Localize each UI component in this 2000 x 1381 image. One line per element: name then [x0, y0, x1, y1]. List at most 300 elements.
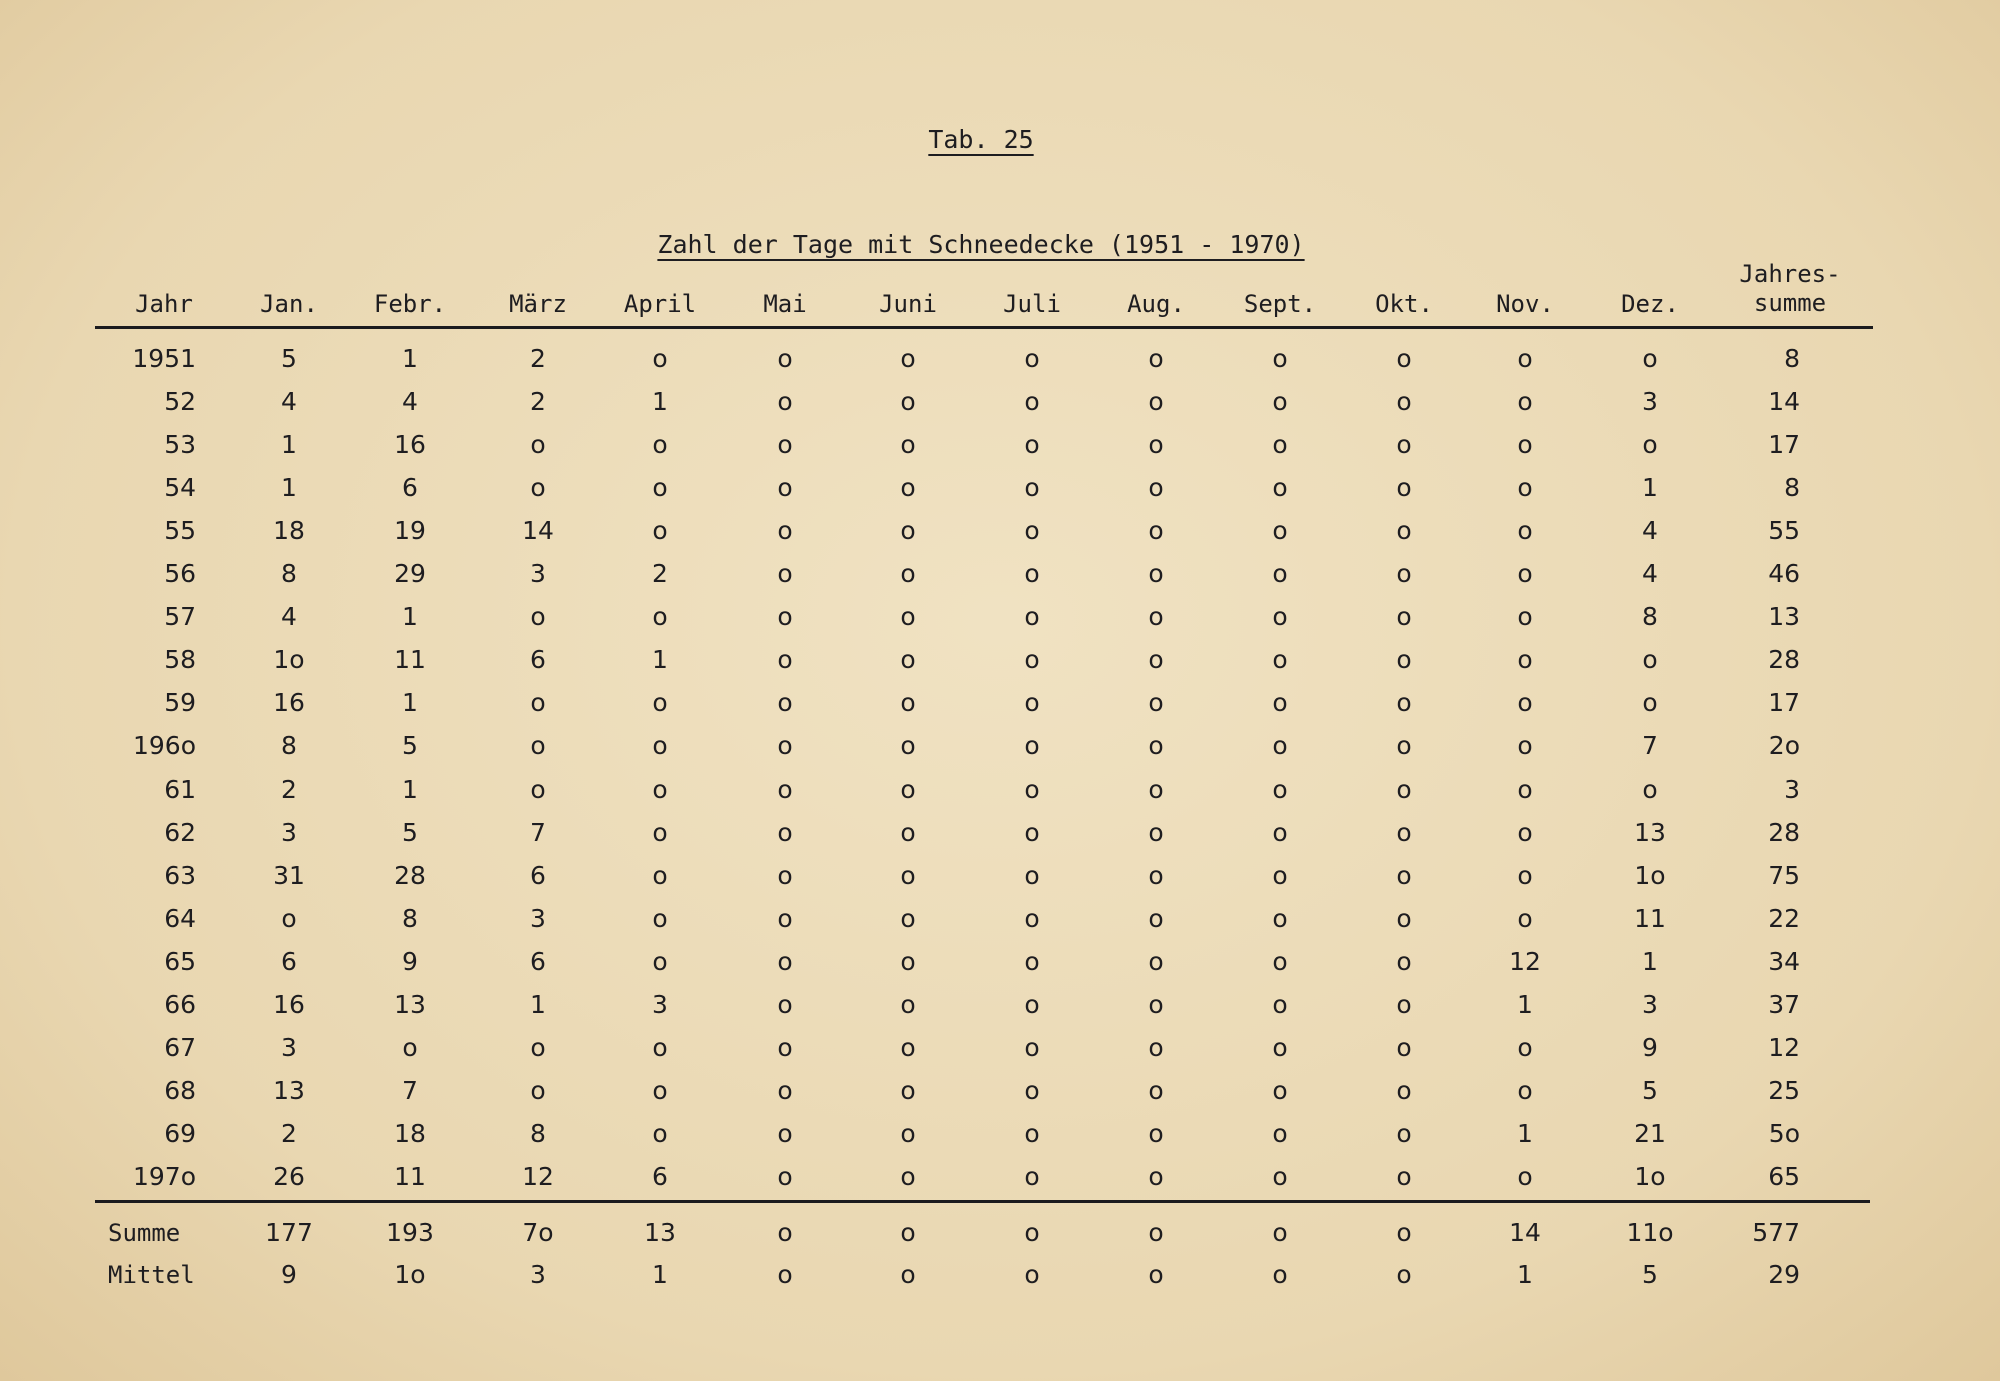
- table-cell: o: [1148, 990, 1164, 1019]
- table-cell: 17: [1768, 430, 1800, 459]
- table-cell: o: [1272, 775, 1288, 804]
- table-cell: o: [1396, 688, 1412, 717]
- table-cell: o: [1024, 947, 1040, 976]
- table-cell: 28: [1768, 645, 1800, 674]
- table-cell: o: [777, 861, 793, 890]
- table-cell: o: [777, 430, 793, 459]
- table-cell: 5: [402, 818, 418, 847]
- table-cell: o: [900, 818, 916, 847]
- column-header-11: Nov.: [1496, 290, 1554, 318]
- table-cell: 5: [281, 344, 297, 373]
- table-cell: o: [1517, 645, 1533, 674]
- table-cell: o: [1272, 1162, 1288, 1191]
- table-cell: 2: [281, 1119, 297, 1148]
- summary-label: Mittel: [108, 1261, 195, 1289]
- table-cell: 1: [530, 990, 546, 1019]
- table-cell: 2: [530, 344, 546, 373]
- table-cell: 3: [281, 818, 297, 847]
- summary-cell: 1o: [394, 1260, 426, 1289]
- column-header-5: Mai: [763, 290, 807, 318]
- summary-rule: [95, 1200, 1870, 1203]
- table-cell: o: [1024, 990, 1040, 1019]
- table-cell: 6: [652, 1162, 668, 1191]
- table-cell: 13: [1768, 602, 1800, 631]
- table-cell: o: [1272, 861, 1288, 890]
- table-cell: o: [777, 990, 793, 1019]
- table-cell: 5o: [1768, 1119, 1800, 1148]
- table-cell: 12: [1509, 947, 1541, 976]
- table-cell: o: [652, 344, 668, 373]
- summary-cell: o: [1148, 1218, 1164, 1247]
- table-cell: o: [1272, 990, 1288, 1019]
- table-cell: 9: [1642, 1033, 1658, 1062]
- table-cell: o: [1148, 688, 1164, 717]
- table-cell: o: [652, 1076, 668, 1105]
- table-cell: o: [1396, 559, 1412, 588]
- table-cell: 21: [1634, 1119, 1666, 1148]
- table-cell: o: [1272, 947, 1288, 976]
- table-cell: 1: [1642, 473, 1658, 502]
- table-cell: o: [1517, 861, 1533, 890]
- table-cell: 3: [281, 1033, 297, 1062]
- table-cell: 34: [1768, 947, 1800, 976]
- column-header-10: Okt.: [1375, 290, 1433, 318]
- row-year: 66: [164, 990, 196, 1019]
- table-cell: 1: [1517, 1119, 1533, 1148]
- table-cell: o: [1396, 1162, 1412, 1191]
- column-header-0: Jahr: [135, 290, 193, 318]
- table-cell: o: [900, 1033, 916, 1062]
- table-cell: o: [1272, 344, 1288, 373]
- table-cell: o: [1272, 387, 1288, 416]
- table-cell: o: [1272, 731, 1288, 760]
- table-cell: o: [1517, 1033, 1533, 1062]
- table-cell: o: [1272, 818, 1288, 847]
- table-cell: o: [1024, 516, 1040, 545]
- table-cell: o: [652, 775, 668, 804]
- table-cell: o: [1148, 559, 1164, 588]
- table-cell: o: [777, 1076, 793, 1105]
- summary-cell: 29: [1768, 1260, 1800, 1289]
- summary-cell: 14: [1509, 1218, 1541, 1247]
- table-cell: 8: [402, 904, 418, 933]
- row-year: 55: [164, 516, 196, 545]
- table-cell: o: [1517, 344, 1533, 373]
- table-cell: o: [1024, 430, 1040, 459]
- table-cell: o: [1517, 473, 1533, 502]
- table-cell: 75: [1768, 861, 1800, 890]
- summary-cell: 13: [644, 1218, 676, 1247]
- table-cell: 25: [1768, 1076, 1800, 1105]
- table-cell: o: [1396, 947, 1412, 976]
- table-cell: 1: [652, 645, 668, 674]
- summary-cell: o: [1272, 1218, 1288, 1247]
- column-header-13: Jahres- summe: [1739, 260, 1841, 317]
- table-cell: o: [530, 1076, 546, 1105]
- table-cell: o: [1024, 731, 1040, 760]
- table-cell: o: [1024, 688, 1040, 717]
- table-cell: 4: [402, 387, 418, 416]
- table-cell: 4: [1642, 516, 1658, 545]
- summary-cell: 3: [530, 1260, 546, 1289]
- row-year: 59: [164, 688, 196, 717]
- row-year: 65: [164, 947, 196, 976]
- table-cell: o: [530, 602, 546, 631]
- table-cell: 8: [281, 731, 297, 760]
- table-cell: 3: [1784, 775, 1800, 804]
- table-cell: o: [652, 947, 668, 976]
- table-cell: o: [900, 1076, 916, 1105]
- table-cell: 3: [652, 990, 668, 1019]
- table-cell: o: [1024, 861, 1040, 890]
- table-cell: o: [900, 861, 916, 890]
- table-cell: o: [652, 430, 668, 459]
- table-cell: o: [1148, 473, 1164, 502]
- table-cell: 11: [394, 1162, 426, 1191]
- row-year: 67: [164, 1033, 196, 1062]
- table-cell: o: [1148, 904, 1164, 933]
- table-cell: o: [1396, 1033, 1412, 1062]
- table-cell: 7: [530, 818, 546, 847]
- column-header-8: Aug.: [1127, 290, 1185, 318]
- table-cell: o: [1396, 602, 1412, 631]
- table-cell: o: [652, 1119, 668, 1148]
- table-cell: 6: [281, 947, 297, 976]
- table-cell: o: [530, 473, 546, 502]
- table-cell: o: [1024, 1162, 1040, 1191]
- table-cell: 13: [1634, 818, 1666, 847]
- table-cell: o: [1642, 775, 1658, 804]
- table-cell: o: [1272, 602, 1288, 631]
- table-cell: o: [1272, 1076, 1288, 1105]
- table-cell: o: [652, 602, 668, 631]
- table-cell: 31: [273, 861, 305, 890]
- table-cell: o: [1396, 731, 1412, 760]
- summary-cell: o: [1396, 1218, 1412, 1247]
- row-year: 53: [164, 430, 196, 459]
- table-cell: o: [652, 818, 668, 847]
- summary-cell: 1: [652, 1260, 668, 1289]
- table-cell: o: [777, 947, 793, 976]
- table-cell: o: [777, 688, 793, 717]
- table-cell: 6: [402, 473, 418, 502]
- row-year: 68: [164, 1076, 196, 1105]
- table-cell: 3: [1642, 387, 1658, 416]
- table-cell: o: [1148, 344, 1164, 373]
- table-cell: o: [1024, 559, 1040, 588]
- table-cell: 28: [1768, 818, 1800, 847]
- column-header-3: März: [509, 290, 567, 318]
- row-year: 197o: [132, 1162, 196, 1191]
- table-cell: o: [1272, 516, 1288, 545]
- table-cell: o: [900, 775, 916, 804]
- table-cell: o: [1517, 1162, 1533, 1191]
- table-cell: o: [1272, 1119, 1288, 1148]
- table-cell: 7: [402, 1076, 418, 1105]
- table-cell: 3: [530, 904, 546, 933]
- table-cell: o: [777, 387, 793, 416]
- table-cell: 26: [273, 1162, 305, 1191]
- table-cell: 18: [273, 516, 305, 545]
- table-cell: o: [1272, 559, 1288, 588]
- table-cell: o: [1272, 430, 1288, 459]
- table-cell: 5: [402, 731, 418, 760]
- table-cell: 2: [652, 559, 668, 588]
- table-cell: 14: [1768, 387, 1800, 416]
- table-cell: 28: [394, 861, 426, 890]
- table-cell: 1: [402, 688, 418, 717]
- table-cell: 6: [530, 645, 546, 674]
- table-cell: o: [1396, 818, 1412, 847]
- table-cell: 1o: [273, 645, 305, 674]
- table-cell: o: [1396, 904, 1412, 933]
- table-cell: o: [652, 688, 668, 717]
- table-cell: 1o: [1634, 1162, 1666, 1191]
- table-cell: o: [1396, 516, 1412, 545]
- table-cell: 46: [1768, 559, 1800, 588]
- table-cell: 11: [1634, 904, 1666, 933]
- table-cell: o: [1642, 430, 1658, 459]
- table-cell: o: [1517, 688, 1533, 717]
- table-cell: o: [900, 947, 916, 976]
- table-cell: o: [900, 1119, 916, 1148]
- table-cell: o: [652, 904, 668, 933]
- table-cell: 18: [394, 1119, 426, 1148]
- table-cell: o: [1148, 818, 1164, 847]
- table-cell: o: [1396, 645, 1412, 674]
- table-cell: o: [652, 516, 668, 545]
- table-cell: o: [530, 775, 546, 804]
- table-cell: 19: [394, 516, 426, 545]
- table-cell: o: [530, 688, 546, 717]
- summary-cell: o: [1024, 1260, 1040, 1289]
- row-year: 1951: [132, 344, 196, 373]
- row-year: 61: [164, 775, 196, 804]
- table-cell: 1o: [1634, 861, 1666, 890]
- table-cell: o: [530, 731, 546, 760]
- table-cell: o: [1024, 818, 1040, 847]
- table-cell: 8: [1784, 473, 1800, 502]
- table-cell: o: [1396, 344, 1412, 373]
- table-cell: o: [402, 1033, 418, 1062]
- table-cell: o: [1024, 1033, 1040, 1062]
- table-cell: 37: [1768, 990, 1800, 1019]
- table-cell: o: [777, 559, 793, 588]
- summary-cell: 7o: [522, 1218, 554, 1247]
- table-cell: o: [1396, 473, 1412, 502]
- table-cell: o: [900, 344, 916, 373]
- table-cell: o: [1024, 904, 1040, 933]
- table-cell: o: [652, 731, 668, 760]
- table-cell: o: [1517, 430, 1533, 459]
- column-header-4: April: [623, 290, 697, 318]
- table-cell: 1: [281, 473, 297, 502]
- table-cell: 8: [281, 559, 297, 588]
- table-cell: 7: [1642, 731, 1658, 760]
- table-cell: 6: [530, 861, 546, 890]
- table-cell: o: [1517, 559, 1533, 588]
- table-cell: o: [1024, 1076, 1040, 1105]
- table-cell: o: [1148, 1162, 1164, 1191]
- summary-cell: 1: [1517, 1260, 1533, 1289]
- table-cell: o: [1148, 861, 1164, 890]
- table-cell: o: [1272, 688, 1288, 717]
- table-cell: o: [900, 645, 916, 674]
- table-cell: o: [777, 473, 793, 502]
- table-cell: o: [652, 1033, 668, 1062]
- table-cell: 3: [530, 559, 546, 588]
- table-cell: 8: [1642, 602, 1658, 631]
- table-cell: o: [1396, 861, 1412, 890]
- table-cell: o: [900, 559, 916, 588]
- row-year: 69: [164, 1119, 196, 1148]
- table-cell: o: [1517, 387, 1533, 416]
- row-year: 56: [164, 559, 196, 588]
- table-cell: o: [1272, 904, 1288, 933]
- table-cell: o: [1148, 602, 1164, 631]
- table-cell: 14: [522, 516, 554, 545]
- table-cell: o: [1024, 775, 1040, 804]
- table-cell: o: [1024, 645, 1040, 674]
- table-cell: o: [652, 861, 668, 890]
- table-cell: 2: [530, 387, 546, 416]
- table-cell: o: [530, 1033, 546, 1062]
- summary-cell: o: [1396, 1260, 1412, 1289]
- table-cell: o: [1272, 1033, 1288, 1062]
- summary-cell: o: [1148, 1260, 1164, 1289]
- table-cell: o: [1024, 344, 1040, 373]
- table-cell: 16: [394, 430, 426, 459]
- table-cell: 13: [273, 1076, 305, 1105]
- table-cell: o: [777, 1119, 793, 1148]
- table-cell: 11: [394, 645, 426, 674]
- table-cell: o: [777, 1033, 793, 1062]
- table-cell: 1: [402, 775, 418, 804]
- summary-cell: o: [1272, 1260, 1288, 1289]
- table-cell: 8: [530, 1119, 546, 1148]
- summary-label: Summe: [108, 1219, 181, 1247]
- table-cell: 16: [273, 688, 305, 717]
- column-header-1: Jan.: [260, 290, 318, 318]
- table-cell: o: [777, 645, 793, 674]
- table-cell: o: [1148, 645, 1164, 674]
- table-cell: o: [900, 990, 916, 1019]
- table-cell: o: [1396, 1076, 1412, 1105]
- table-cell: o: [1148, 1076, 1164, 1105]
- row-year: 62: [164, 818, 196, 847]
- table-cell: o: [281, 904, 297, 933]
- row-year: 52: [164, 387, 196, 416]
- table-cell: o: [1396, 1119, 1412, 1148]
- table-cell: o: [900, 473, 916, 502]
- table-cell: o: [777, 1162, 793, 1191]
- summary-cell: 193: [386, 1218, 434, 1247]
- table-cell: 12: [1768, 1033, 1800, 1062]
- table-cell: o: [652, 473, 668, 502]
- summary-cell: o: [900, 1218, 916, 1247]
- table-cell: o: [1024, 473, 1040, 502]
- table-cell: 3: [1642, 990, 1658, 1019]
- table-cell: 2o: [1768, 731, 1800, 760]
- table-title: Zahl der Tage mit Schneedecke (1951 - 1970): [657, 230, 1305, 259]
- row-year: 54: [164, 473, 196, 502]
- table-cell: o: [1148, 516, 1164, 545]
- table-cell: 4: [1642, 559, 1658, 588]
- table-cell: o: [1148, 387, 1164, 416]
- table-cell: o: [1148, 430, 1164, 459]
- table-cell: 2: [281, 775, 297, 804]
- column-header-12: Dez.: [1621, 290, 1679, 318]
- table-cell: o: [530, 430, 546, 459]
- table-cell: o: [777, 344, 793, 373]
- table-cell: o: [1642, 645, 1658, 674]
- table-cell: o: [777, 731, 793, 760]
- table-cell: o: [1272, 645, 1288, 674]
- table-cell: o: [900, 731, 916, 760]
- table-cell: o: [1396, 990, 1412, 1019]
- table-cell: o: [1272, 473, 1288, 502]
- summary-cell: 9: [281, 1260, 297, 1289]
- table-cell: o: [900, 1162, 916, 1191]
- table-cell: 16: [273, 990, 305, 1019]
- summary-cell: 177: [265, 1218, 313, 1247]
- table-cell: o: [900, 387, 916, 416]
- table-cell: 6: [530, 947, 546, 976]
- table-cell: o: [1517, 904, 1533, 933]
- table-cell: o: [1148, 947, 1164, 976]
- table-cell: o: [777, 602, 793, 631]
- table-cell: o: [1148, 1033, 1164, 1062]
- table-cell: o: [1642, 344, 1658, 373]
- header-rule: [95, 326, 1873, 329]
- table-number: Tab. 25: [928, 125, 1034, 154]
- table-cell: o: [777, 775, 793, 804]
- row-year: 57: [164, 602, 196, 631]
- row-year: 58: [164, 645, 196, 674]
- table-cell: 1: [1642, 947, 1658, 976]
- table-cell: 4: [281, 387, 297, 416]
- table-cell: o: [1517, 1076, 1533, 1105]
- table-cell: 1: [1517, 990, 1533, 1019]
- table-cell: o: [1024, 1119, 1040, 1148]
- column-header-9: Sept.: [1243, 290, 1317, 318]
- row-year: 63: [164, 861, 196, 890]
- table-cell: o: [1517, 818, 1533, 847]
- table-cell: o: [777, 904, 793, 933]
- table-cell: 22: [1768, 904, 1800, 933]
- table-cell: o: [900, 688, 916, 717]
- summary-cell: 5: [1642, 1260, 1658, 1289]
- column-header-7: Juli: [1003, 290, 1061, 318]
- table-cell: o: [900, 516, 916, 545]
- table-cell: 1: [402, 344, 418, 373]
- table-cell: 29: [394, 559, 426, 588]
- table-cell: o: [900, 430, 916, 459]
- column-header-6: Juni: [879, 290, 937, 318]
- table-cell: o: [1517, 516, 1533, 545]
- table-cell: o: [1024, 387, 1040, 416]
- summary-cell: o: [1024, 1218, 1040, 1247]
- table-cell: o: [1396, 775, 1412, 804]
- table-cell: 1: [281, 430, 297, 459]
- table-cell: 8: [1784, 344, 1800, 373]
- table-cell: 17: [1768, 688, 1800, 717]
- summary-cell: 11o: [1626, 1218, 1674, 1247]
- table-cell: 13: [394, 990, 426, 1019]
- table-cell: o: [1517, 731, 1533, 760]
- table-cell: 9: [402, 947, 418, 976]
- table-cell: o: [1148, 775, 1164, 804]
